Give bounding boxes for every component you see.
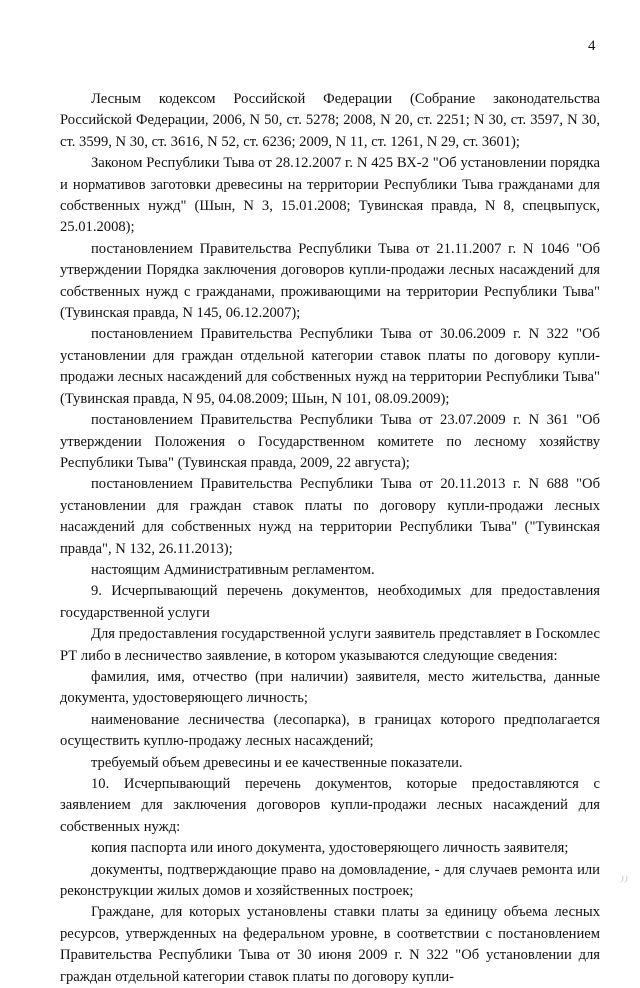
list-item-forestry-name: наименование лесничества (лесопарка), в границах которого предполагается осуществить куплю-продажу лесных насаждений; (60, 711, 600, 750)
list-item-passport-copy: копия паспорта или иного документа, удостоверяющего личность заявителя; (91, 840, 569, 857)
section-9-heading: 9. Исчерпывающий перечень документов, необходимых для предоставления государственной услуги (60, 583, 600, 621)
list-item-wood-volume: требуемый объем древесины и ее качественные показатели. (91, 754, 463, 771)
paragraph-tyva-law: Законом Республики Тыва от 28.12.2007 г. N 425 ВХ-2 "Об установлении порядка и нормативов заготовки древесины на территории Республики Тыва гражданами для собственных нужд" (Шын, N 3, 15.01.2008; Тувинская правда, N 8, спецвыпуск, 25.01.2008); (60, 155, 600, 236)
paragraph-resolution-688: постановлением Правительства Республики Тыва от 20.11.2013 г. N 688 "Об установлении для граждан ставок платы по договору купли-продажи лесных насаждений для собственных нужд на территории Республики Тыва" ("Тувинская правда", N 132, 26.11.2013); (60, 476, 600, 557)
paragraph-regulation: настоящим Административным регламентом. (91, 561, 375, 578)
list-item-ownership-documents: документы, подтверждающие право на домовладение, - для случаев ремонта или реконструкции жилых домов и хозяйственных построек; (60, 861, 600, 900)
list-item-applicant-name: фамилия, имя, отчество (при наличии) заявителя, место жительства, данные документа, удостоверяющего личность; (60, 668, 600, 707)
paragraph-resolution-361: постановлением Правительства Республики Тыва от 23.07.2009 г. N 361 "Об утверждении Положения о Государственном комитете по лесному хозяйству Республики Тыва" (Тувинская правда, 2009, 22 августа); (60, 412, 600, 471)
paragraph-resolution-322: постановлением Правительства Республики Тыва от 30.06.2009 г. N 322 "Об установлении для граждан отдельной категории ставок платы по договору купли-продажи лесных насаждений для собственных нужд на территории Республики Тыва" (Тувинская правда, N 95, 04.08.2009; Шын, N 101, 08.09.2009); (60, 326, 600, 407)
section-10-heading: 10. Исчерпывающий перечень документов, которые предоставляются с заявлением для заключения договоров купли-продажи лесных насаждений для собственных нужд: (60, 776, 600, 835)
paragraph-forest-code: Лесным кодексом Российской Федерации (Собрание законодательства Российской Федерации, 2006, N 50, ст. 5278; 2008, N 20, ст. 2251; N 30, ст. 3597, N 30, ст. 3599, N 30, ст. 3616, N 52, ст. 6236; 2009, N 11, ст. 1261, N 29, ст. 3601); (60, 91, 600, 150)
paragraph-application-info: Для предоставления государственной услуги заявитель представляет в Госкомлес РТ либо в лесничество заявление, в котором указываются следующие сведения: (60, 626, 600, 664)
page-number: 4 (588, 38, 596, 54)
corner-scan-mark: ⁾⁾ (620, 873, 628, 891)
paragraph-resolution-1046: постановлением Правительства Республики Тыва от 21.11.2007 г. N 1046 "Об утверждении Порядка заключения договоров купли-продажи лесных насаждений для собственных нужд с гражданами, проживающими на территории Республики Тыва" (Тувинская правда, N 145, 06.12.2007); (60, 240, 600, 322)
paragraph-citizens-rates: Граждане, для которых установлены ставки платы за единицу объема лесных ресурсов, утвержденных на федеральном уровне, в соответствии с постановлением Правительства Республики Тыва от 30 июня 2009 г. N 322 "Об установлении для граждан отдельной категории ставок платы по договору купли- (60, 904, 600, 985)
